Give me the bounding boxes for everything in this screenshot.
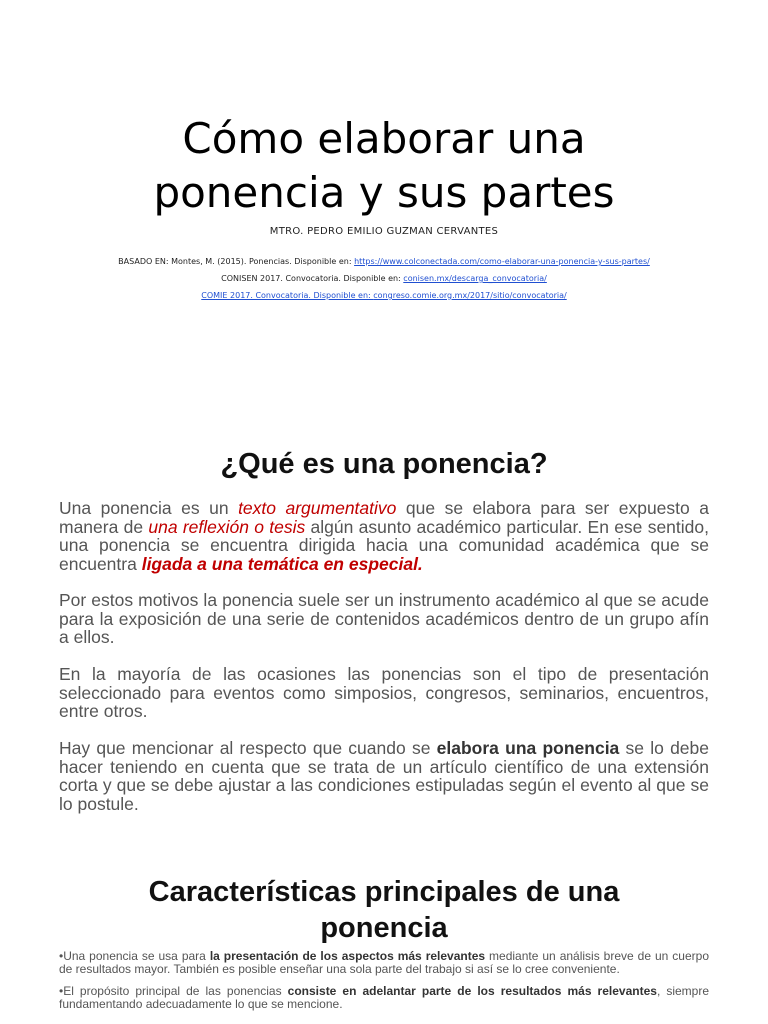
heading-line-1: Características principales de una	[148, 876, 620, 908]
source-3-link[interactable]: congreso.comie.org.mx/2017/sitio/convocatoria/	[373, 291, 567, 300]
source-1-link[interactable]: https://www.colconectada.com/como-elaborar-una-ponencia-y-sus-partes/	[354, 257, 650, 266]
source-2-text: CONISEN 2017. Convocatoria. Disponible en:	[221, 274, 404, 283]
source-3[interactable]	[0, 291, 768, 300]
source-3-text: COMIE 2017. Convocatoria. Disponible en:	[201, 291, 374, 300]
section-heading-que-es: ¿Qué es una ponencia?	[220, 448, 548, 480]
p1-highlight-texto: texto argumentativo	[238, 498, 397, 518]
source-1	[0, 257, 768, 266]
p4-text-a: Hay que mencionar al respecto que cuando se	[59, 738, 437, 758]
section-heading-caracteristicas	[0, 874, 768, 946]
b1-text-c: mediante un análisis breve de un cuerpo de resultados mayor. También es posible enseñar una sola parte del trabajo si así se lo cree conveniente.	[59, 949, 709, 976]
title-line-2: ponencia y sus partes	[153, 168, 615, 217]
title-line-1: Cómo elaborar una	[182, 114, 586, 163]
p4-bold: elabora una ponencia	[436, 738, 620, 758]
b2-text-a: •El propósito principal de las ponencias	[59, 984, 288, 998]
page-title	[0, 112, 768, 220]
p1-text-c: que se elabora para ser expuesto a manera de	[59, 498, 709, 537]
p4-text-c: se lo debe hacer teniendo en cuenta que se trata de un artículo científico de una extensión corta y que se debe ajustar a las condiciones estipuladas según el evento al que se lo postule.	[59, 738, 710, 814]
paragraph-4	[59, 739, 709, 813]
b1-bold: la presentación de los aspectos más relevantes	[209, 949, 486, 963]
heading-line-2: ponencia	[320, 912, 448, 944]
bullet-2	[59, 985, 709, 1011]
p1-text-a: Una ponencia es un	[59, 498, 239, 518]
paragraph-1	[59, 499, 709, 573]
source-1-text: BASADO EN: Montes, M. (2015). Ponencias. Disponible en:	[118, 257, 355, 266]
p1-highlight-ligada: ligada a una temática en especial.	[141, 553, 423, 574]
bullet-1	[59, 950, 709, 976]
paragraph-3: En la mayoría de las ocasiones las ponencias son el tipo de presentación seleccionado para eventos como simposios, congresos, seminarios, encuentros, entre otros.	[59, 664, 709, 722]
p1-text-e: algún asunto académico particular. En ese sentido, una ponencia se encuentra dirigida hacia una comunidad académica que se encuentra	[59, 516, 709, 574]
b2-text-c: , siempre fundamentando adecuadamente lo que se mencione.	[59, 984, 710, 1011]
b1-text-a: •Una ponencia se usa para	[59, 949, 210, 963]
source-2-link[interactable]: conisen.mx/descarga_convocatoria/	[403, 274, 547, 283]
b2-bold: consiste en adelantar parte de los resultados más relevantes	[287, 984, 657, 998]
p1-highlight-reflexion: una reflexión o tesis	[148, 516, 306, 537]
source-2	[0, 274, 768, 283]
author-name: MTRO. PEDRO EMILIO GUZMAN CERVANTES	[269, 226, 499, 237]
paragraph-2: Por estos motivos la ponencia suele ser un instrumento académico al que se acude para la exposición de una serie de contenidos académicos dentro de un grupo afín a ellos.	[59, 590, 709, 648]
